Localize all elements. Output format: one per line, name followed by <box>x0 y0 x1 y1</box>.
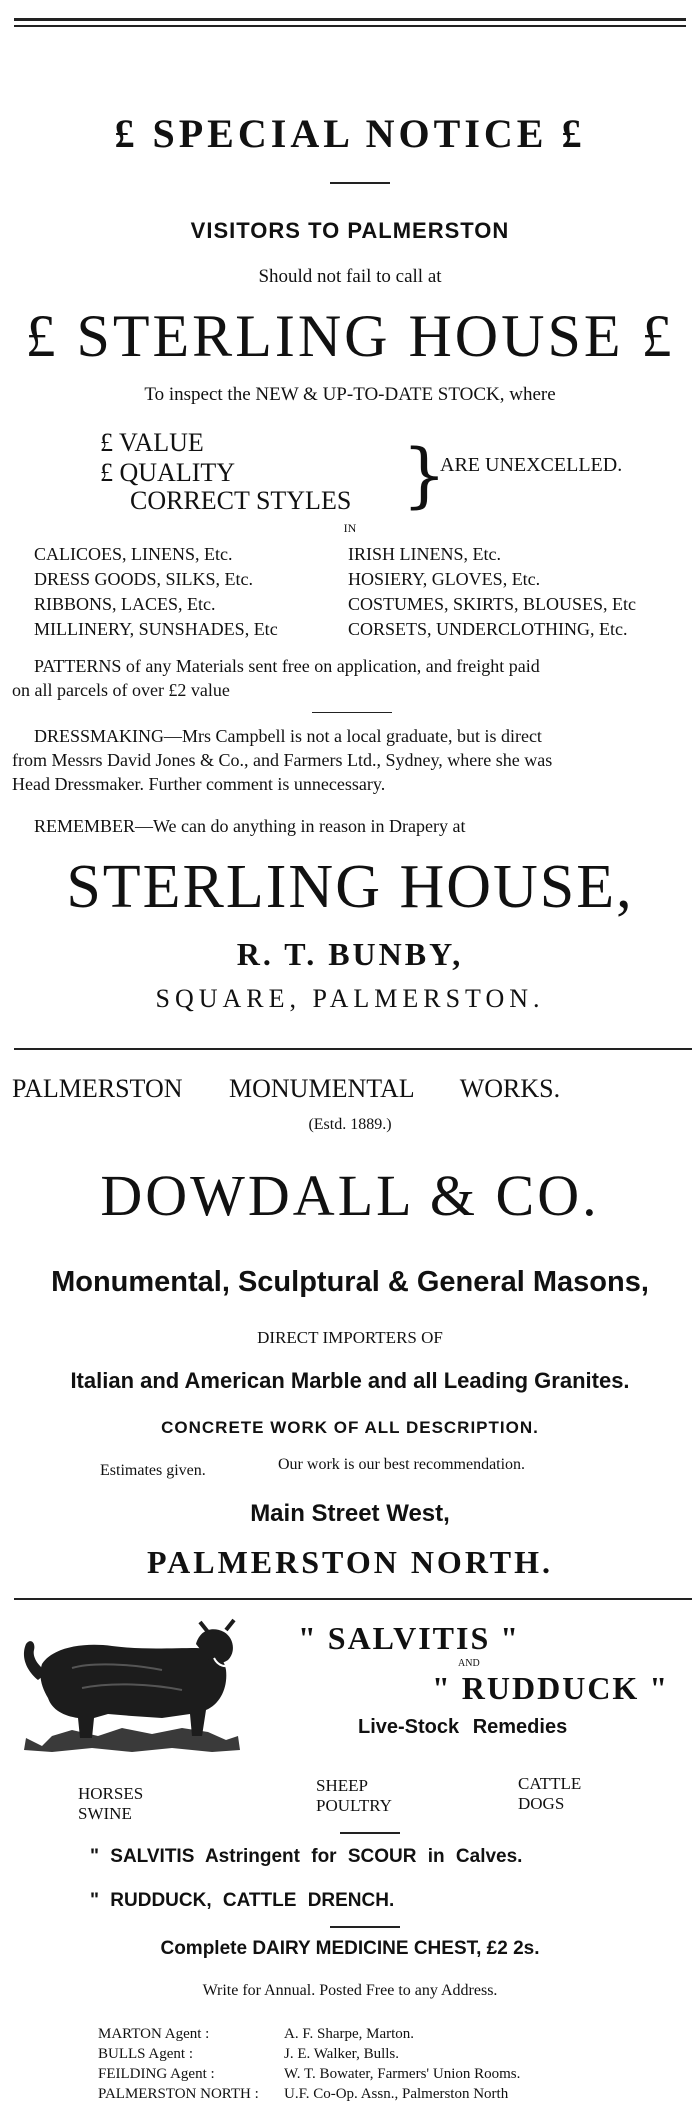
bunby-name: R. T. BUNBY, <box>236 936 464 972</box>
dressmaking-line-3: Head Dressmaker. Further comment is unnecessary. <box>12 774 386 794</box>
medicine-chest-line: Complete DAIRY MEDICINE CHEST, £2 2s. <box>160 1938 540 1959</box>
inspect-line: To inspect the NEW & UP-TO-DATE STOCK, where <box>144 384 556 405</box>
patterns-line-2: on all parcels of over £2 value <box>12 680 230 700</box>
annual-line: Write for Annual. Posted Free to any Address. <box>202 1982 498 1999</box>
sterling-house-name: STERLING HOUSE, <box>66 853 634 921</box>
divider <box>330 1926 400 1928</box>
left-category-list <box>34 542 278 642</box>
divider <box>312 712 392 713</box>
agent-name: U.F. Co-Op. Assn., Palmerston North <box>284 2086 509 2102</box>
palmerston-north-line: PALMERSTON NORTH. <box>146 1544 554 1580</box>
sterling-house-heading: £ STERLING HOUSE £ <box>25 303 675 369</box>
in-label: IN <box>343 521 357 535</box>
recommendation-line: Our work is our best recommendation. <box>278 1456 526 1473</box>
animals-column-2 <box>316 1776 392 1816</box>
top-border <box>14 18 686 27</box>
list-item: HOSIERY, GLOVES, Etc. <box>348 569 541 589</box>
agent-name: W. T. Bowater, Farmers' Union Rooms. <box>284 2066 521 2082</box>
animal-horses: HORSES <box>78 1784 144 1803</box>
animals-column-1 <box>78 1784 143 1824</box>
list-item: MILLINERY, SUNSHADES, Etc <box>34 619 278 639</box>
remedies-heading: Live-Stock Remedies <box>358 1716 568 1738</box>
list-item: DRESS GOODS, SILKS, Etc. <box>34 569 254 589</box>
remember-line: REMEMBER—We can do anything in reason in Drapery at <box>34 816 466 836</box>
quality-line: £ QUALITY <box>100 458 236 487</box>
animals-column-3 <box>518 1774 581 1814</box>
importers-line: DIRECT IMPORTERS OF <box>257 1328 443 1347</box>
dowdall-heading: DOWDALL & CO. <box>100 1163 600 1228</box>
main-street-line: Main Street West, <box>250 1500 450 1527</box>
section-rule <box>14 1598 692 1600</box>
value-line: £ VALUE <box>100 428 204 457</box>
marble-line: Italian and American Marble and all Leading Granites. <box>70 1368 630 1393</box>
astringent-line: " SALVITIS Astringent for SCOUR in Calves. <box>90 1846 523 1867</box>
special-notice-title: £ SPECIAL NOTICE £ <box>114 111 586 156</box>
masons-line: Monumental, Sculptural & General Masons, <box>51 1266 649 1298</box>
right-category-list <box>348 542 636 642</box>
agent-place: MARTON Agent : <box>98 2026 210 2042</box>
and-label: AND <box>458 1658 480 1669</box>
agent-place: FEILDING Agent : <box>98 2066 215 2082</box>
animal-sheep: SHEEP <box>316 1776 368 1795</box>
list-item: COSTUMES, SKIRTS, BLOUSES, Etc <box>348 594 636 614</box>
animal-dogs: DOGS <box>518 1794 565 1813</box>
agents-names <box>284 2024 520 2104</box>
salvitis-heading: " SALVITIS " <box>298 1620 520 1656</box>
list-item: CALICOES, LINENS, Etc. <box>34 544 233 564</box>
divider <box>340 1832 400 1834</box>
rudduck-heading: " RUDDUCK " <box>432 1670 670 1706</box>
agent-place: PALMERSTON NORTH : <box>98 2086 259 2102</box>
visitors-heading: VISITORS TO PALMERSTON <box>190 218 510 243</box>
agent-place: BULLS Agent : <box>98 2046 194 2062</box>
list-item: IRISH LINENS, Etc. <box>348 544 501 564</box>
agents-places <box>98 2024 259 2104</box>
list-item: CORSETS, UNDERCLOTHING, Etc. <box>348 619 628 639</box>
dressmaking-line-1: DRESSMAKING—Mrs Campbell is not a local graduate, but is direct <box>34 726 542 746</box>
should-not-fail: Should not fail to call at <box>258 266 442 287</box>
animal-poultry: POULTRY <box>316 1796 392 1815</box>
section-rule <box>14 1048 692 1050</box>
animal-cattle: CATTLE <box>518 1774 582 1793</box>
list-item: RIBBONS, LACES, Etc. <box>34 594 216 614</box>
animal-swine: SWINE <box>78 1804 132 1823</box>
styles-line: CORRECT STYLES <box>130 486 352 515</box>
square-address: SQUARE, PALMERSTON. <box>155 984 545 1013</box>
estimates-line: Estimates given. <box>100 1462 206 1479</box>
established-line: (Estd. 1889.) <box>308 1116 392 1133</box>
divider <box>330 182 390 184</box>
monumental-works-heading: PALMERSTON MONUMENTAL WORKS. <box>12 1074 561 1103</box>
concrete-line: CONCRETE WORK OF ALL DESCRIPTION. <box>161 1418 539 1437</box>
patterns-line-1: PATTERNS of any Materials sent free on application, and freight paid <box>34 656 540 676</box>
bull-illustration <box>12 1618 244 1770</box>
agent-name: A. F. Sharpe, Marton. <box>284 2026 415 2042</box>
dressmaking-line-2: from Messrs David Jones & Co., and Farmers Ltd., Sydney, where she was <box>12 750 553 770</box>
agent-name: J. E. Walker, Bulls. <box>284 2046 399 2062</box>
brace-glyph: } <box>402 434 447 516</box>
drench-line: " RUDDUCK, CATTLE DRENCH. <box>90 1890 395 1911</box>
unexcelled-line: ARE UNEXCELLED. <box>440 454 623 476</box>
